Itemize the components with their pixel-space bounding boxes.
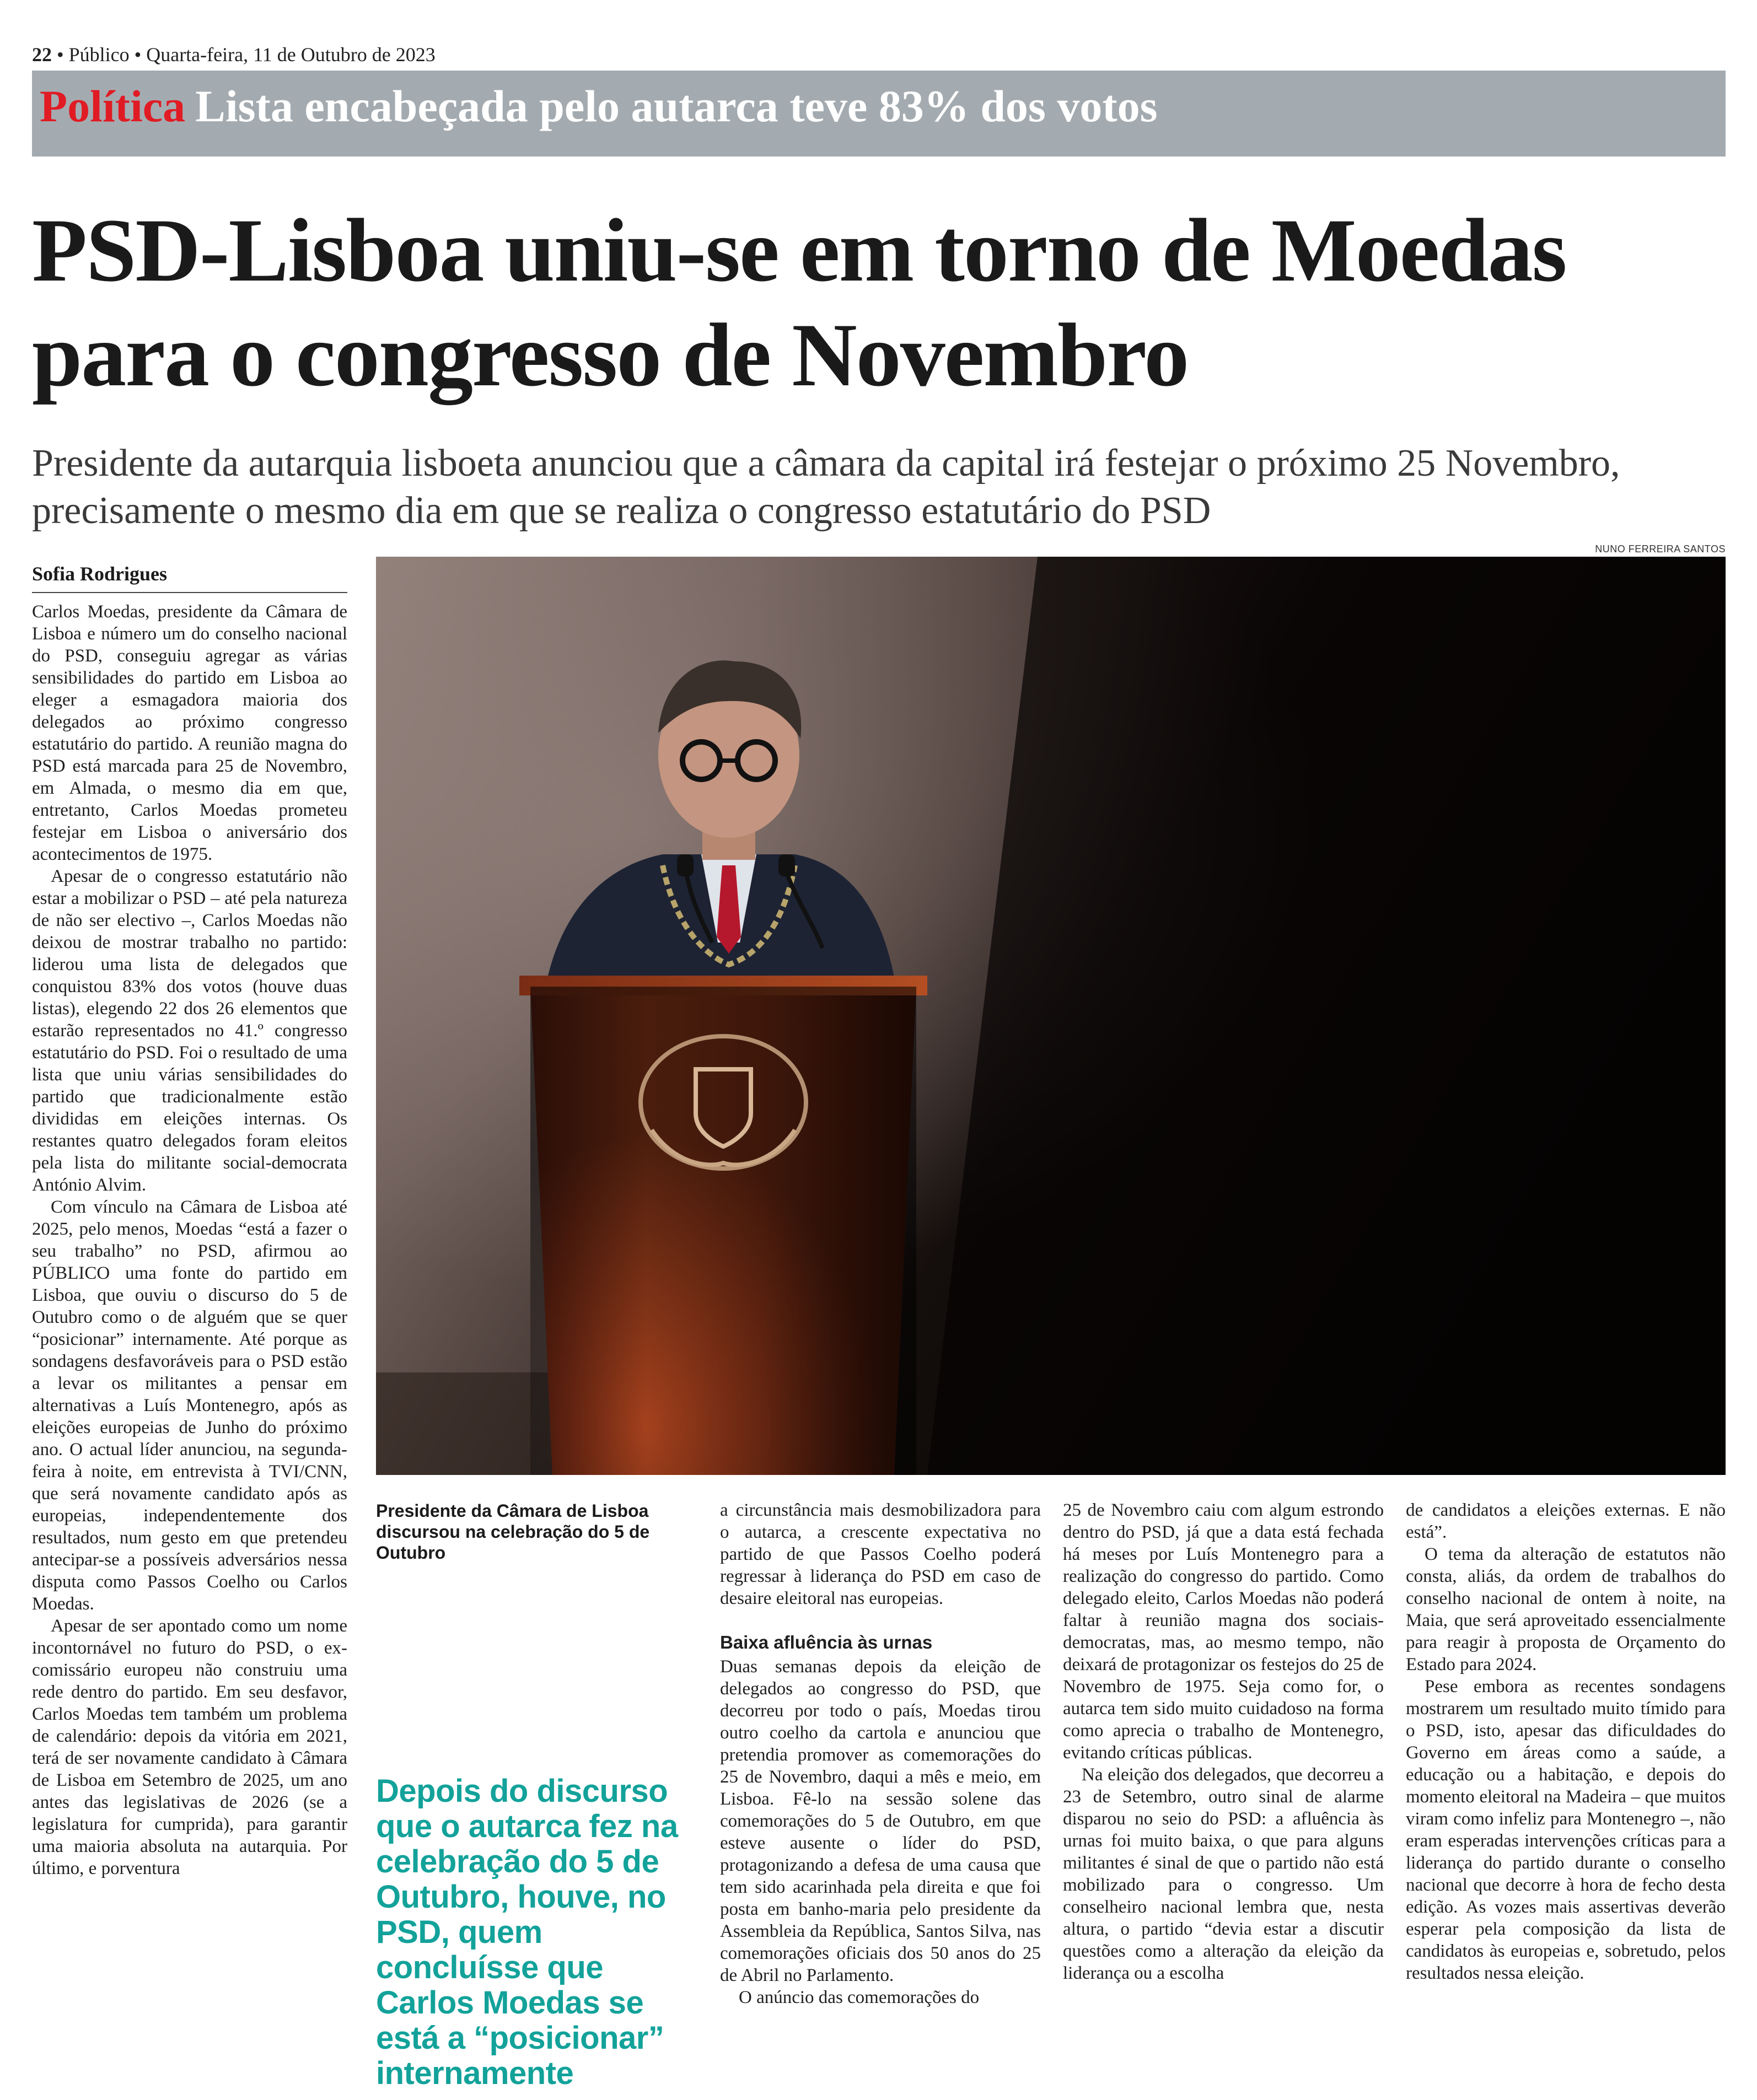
body-paragraph: a circunstância mais desmobilizadora para o autarca, a crescente expectativa no partido de que Passos Coelho poderá regressar à liderança do PSD em caso de desaire eleitoral nas europeias. [720, 1500, 1041, 1608]
body-paragraph: Apesar de ser apontado como um nome incontornável no futuro do PSD, o ex-comissário europeu não construiu uma rede dentro do partido. Em seu desfavor, Carlos Moedas tem também um problema de calendário: depois da vitória em 2021, terá de ser novamente candidato à Câmara de Lisboa em Setembro de 2025, um ano antes das legislativas de 2026 (se a legislatura for cumprida), para garantir uma maioria absoluta na autarquia. Por último, e porventura [32, 1616, 347, 1878]
section-band [32, 71, 1726, 157]
pull-quote: Depois do discurso que o autarca fez na celebração do 5 de Outubro, houve, no PSD, quem concluísse que Carlos Moedas se está a “posicionar” internamente [376, 1773, 678, 2091]
section-kicker: Lista encabeçada pelo autarca teve 83% dos votos [195, 81, 1158, 131]
headline-line-2: para o congresso de Novembro [32, 305, 1189, 405]
page-folio [32, 43, 436, 66]
photo-illustration [376, 557, 1726, 1475]
body-paragraph: Carlos Moedas, presidente da Câmara de Lisboa e número um do conselho nacional do PSD, conseguiu agregar as várias sensibilidades do partido em Lisboa ao eleger a esmagadora maioria dos delegados ao próximo congresso estatutário do partido. A reunião magna do PSD está marcada para 25 de Novembro, em Almada, o mesmo dia em que, entretanto, Carlos Moedas prometeu festejar em Lisboa o aniversário dos acontecimentos de 1975. [32, 602, 347, 864]
body-paragraph: 25 de Novembro caiu com algum estrondo dentro do PSD, já que a data está fechada há meses por Luís Montenegro para a realização do congresso do partido. Como delegado eleito, Carlos Moedas não poderá faltar à reunião magna dos sociais-democratas, mas, ao mesmo tempo, não deixará de protagonizar os festejos do 25 de Novembro de 1975. Seja como for, o autarca tem sido muito cuidadoso na forma como aprecia o trabalho de Montenegro, evitando críticas públicas. [1063, 1500, 1384, 1763]
headline-line-1: PSD-Lisboa uniu-se em torno de Moedas [32, 201, 1566, 300]
standfirst: Presidente da autarquia lisboeta anunciou que a câmara da capital irá festejar o próximo 25 Novembro, precisamente o mesmo dia em que se realiza o congresso estatutário do PSD [32, 442, 1620, 532]
page-number: 22 [32, 44, 52, 66]
body-paragraph: O anúncio das comemorações do [739, 1988, 980, 2007]
body-column-5 [1406, 1499, 1726, 2100]
body-paragraph: Duas semanas depois da eleição de delegados ao congresso do PSD, que decorreu por todo o país, Moedas tirou outro coelho da cartola e anunciou que pretendia promover as comemorações do 25 de Novembro, daqui a mês e meio, em Lisboa. Fê-lo na sessão solene das comemorações do 5 de Outubro, em que esteve ausente o líder do PSD, protagonizando a defesa de uma causa que tem sido acarinhada pela direita e que foi posta em banho-maria pelo presidente da Assembleia da República, Santos Silva, nas comemorações oficiais dos 50 anos do 25 de Abril no Parlamento. [720, 1657, 1041, 1985]
body-paragraph: Na eleição dos delegados, que decorreu a 23 de Setembro, outro sinal de alarme disparou no seio do PSD: a afluência às urnas foi muito baixa, o que para alguns militantes é sinal de que o partido não está mobilizado para o congresso. Um conselheiro nacional lembra que, nesta altura, o partido “devia estar a discutir questões como a alteração da eleição da liderança ou a escolha [1063, 1765, 1384, 1983]
photo-caption: Presidente da Câmara de Lisboa discursou na celebração do 5 de Outubro [376, 1501, 650, 1563]
byline: Sofia Rodrigues [32, 562, 347, 593]
body-paragraph: Apesar de o congresso estatutário não estar a mobilizar o PSD – até pela natureza de não ser electivo –, Carlos Moedas não deixou de mostrar trabalho no partido: liderou uma lista de delegados que conquistou 83% dos votos (houve duas listas), elegendo 22 dos 26 elementos que estarão representados no 41.º congresso estatutário do PSD. Foi o resultado de uma lista que uniu várias sensibilidades do partido que tradicionalmente estão divididas em eleições internas. Os restantes quatro delegados foram eleitos pela lista do militante social-democrata António Alvim. [32, 866, 347, 1195]
body-column-1 [32, 601, 347, 2100]
article-photo [376, 557, 1726, 1475]
body-paragraph: O tema da alteração de estatutos não consta, aliás, da ordem de trabalhos do conselho nacional de ontem à noite, na Maia, que será aproveitado essencialmente para reagir à proposta de Orçamento do Estado para 2024. [1406, 1544, 1726, 1674]
photo-credit: NUNO FERREIRA SANTOS [1595, 543, 1726, 554]
publication-date: • Público • Quarta-feira, 11 de Outubro de 2023 [52, 44, 436, 66]
body-paragraph: Pese embora as recentes sondagens mostrarem um resultado muito tímido para o PSD, isto, apesar das dificuldades do Governo em áreas como a saúde, a educação ou a habitação, e depois do momento eleitoral na Madeira – que muitos viram como infeliz para Montenegro –, não eram esperadas intervenções críticas para a liderança do partido durante o conselho nacional que decorre à hora de fecho desta edição. As vozes mais assertivas deverão esperar pela composição da lista de candidatos às europeias e, sobretudo, pelos resultados nessa eleição. [1406, 1677, 1726, 1983]
body-column-4 [1063, 1499, 1384, 2100]
body-paragraph: de candidatos a eleições externas. E não está”. [1406, 1500, 1726, 1542]
subheading: Baixa afluência às urnas [720, 1632, 933, 1652]
body-column-3 [720, 1499, 1041, 2100]
headline [32, 198, 1730, 408]
body-paragraph: Com vínculo na Câmara de Lisboa até 2025, pelo menos, Moedas “está a fazer o seu trabalho” no PSD, afirmou ao PÚBLICO uma fonte do partido em Lisboa, que ouviu o discurso do 5 de Outubro como o de alguém que se quer “posicionar” internamente. Até porque as sondagens desfavoráveis para o PSD estão a levar os militantes a pensar em alternativas a Luís Montenegro, após as eleições europeias de Junho do próximo ano. O actual líder anunciou, na segunda-feira à noite, em entrevista à TVI/CNN, que será novamente candidato após as europeias, independentemente dos resultados, num gesto em que pretendeu antecipar-se a possíveis adversários nessa disputa como Passos Coelho ou Carlos Moedas. [32, 1197, 347, 1614]
section-name: Política [40, 81, 186, 131]
